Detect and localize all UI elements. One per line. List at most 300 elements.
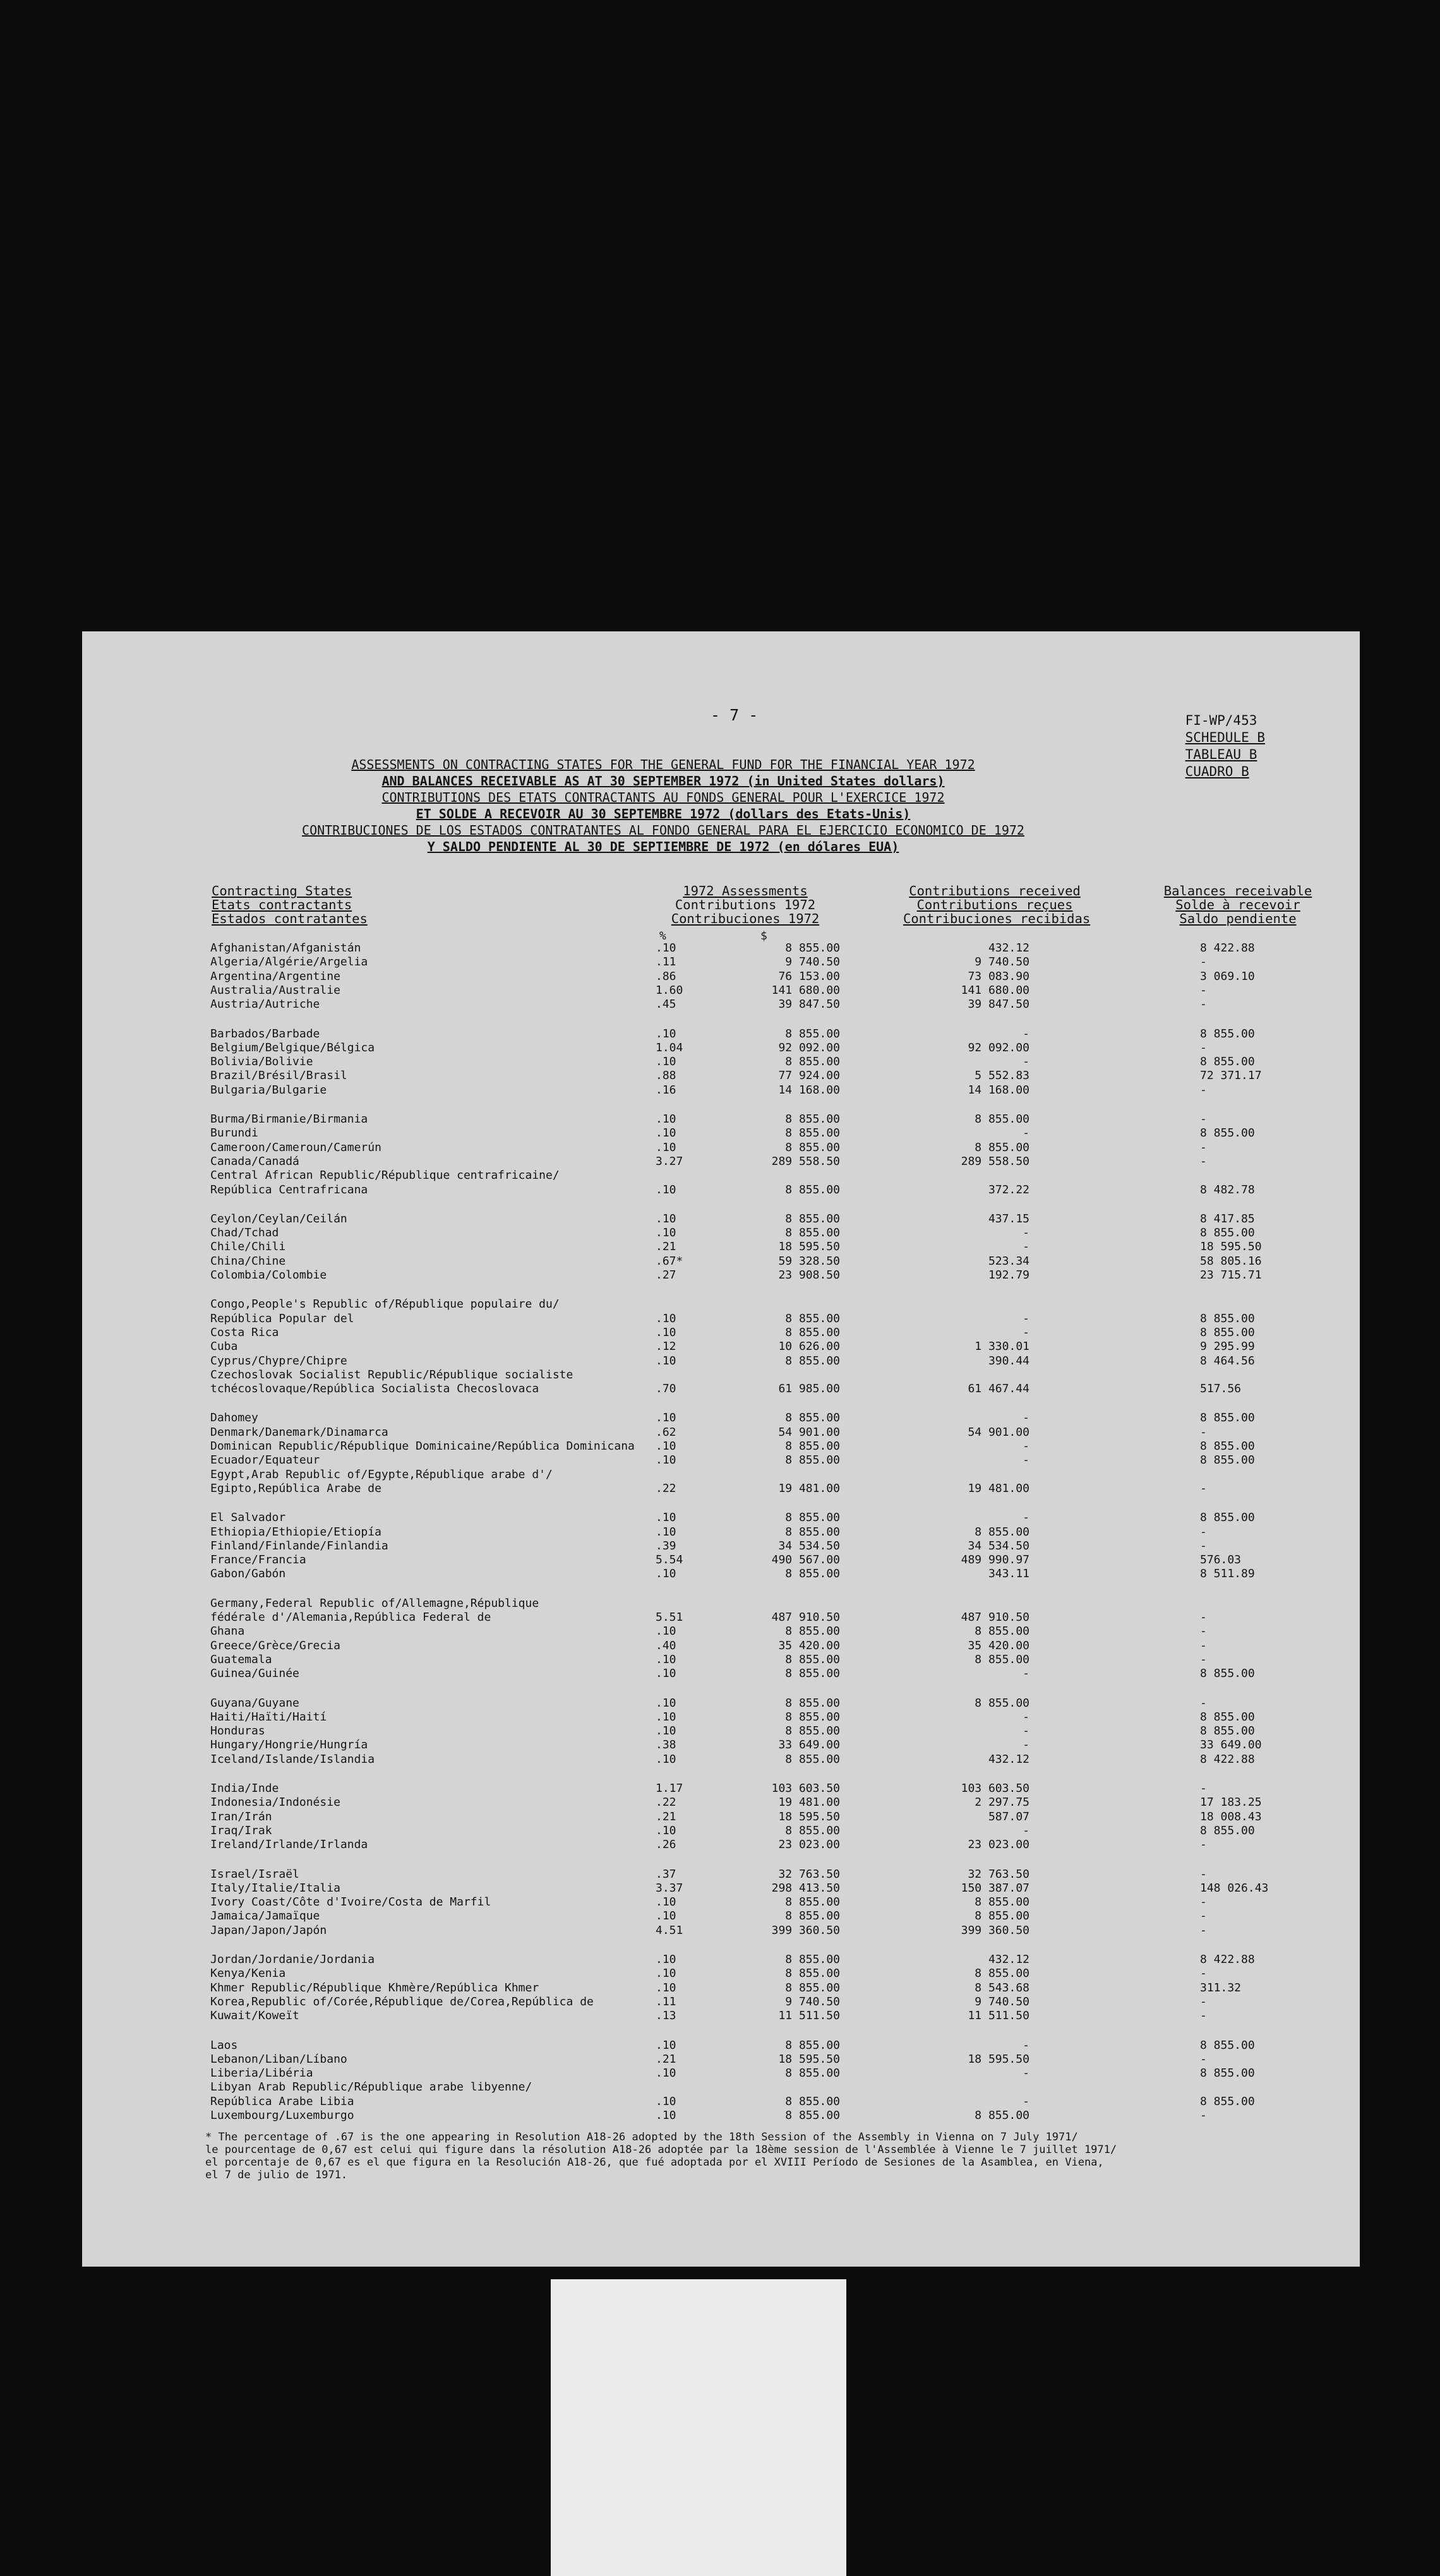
assessment-percent [632,2008,695,2023]
assessment-percent [632,1923,695,1938]
percent-value: .10 [656,1511,676,1525]
country-name: Burundi [210,1126,258,1140]
percent-value: 1.04 [656,1041,683,1054]
percent-value: 1.60 [656,983,683,997]
balance-receivable: - [1200,1625,1207,1638]
country-name: Egypt,Arab Republic of/Egypte,République arabe d'/ [210,1467,553,1481]
assessment-amount: 39 847.50 [778,998,840,1011]
contribution-received: 5 552.83 [975,1069,1029,1083]
assessment-percent [632,1410,695,1425]
table-row [82,1823,1360,1838]
contribution-received: 8 855.00 [975,2109,1029,2122]
table-row [82,1239,1360,1254]
country-name: Czechoslovak Socialist Republic/République socialiste [210,1368,573,1381]
percent-value: .10 [656,1112,676,1126]
table-row [82,2038,1360,2053]
balance-receivable: - [1200,1967,1207,1981]
percent-value: .27 [656,1268,676,1282]
assessment-amount: 8 855.00 [785,1511,840,1525]
balance-receivable: 8 855.00 [1200,1325,1255,1339]
contribution-received: 150 387.07 [961,1881,1029,1895]
contribution-received: - [1023,2094,1029,2108]
percent-value: .21 [656,1240,676,1254]
assessment-amount: 8 855.00 [785,1953,840,1966]
assessment-percent [632,1596,695,1611]
title-line: ASSESSMENTS ON CONTRACTING STATES FOR THE GENERAL FUND FOR THE FINANCIAL YEAR 1972 [351,757,975,772]
country-name: Australia/Australie [210,983,340,997]
assessment-percent [632,983,695,998]
percent-value: 5.54 [656,1553,683,1567]
country-name: Japan/Japon/Japón [210,1923,327,1937]
contribution-received: 103 603.50 [961,1782,1029,1795]
assessment-percent [632,1054,695,1069]
assessment-amount: 10 626.00 [778,1340,840,1354]
contribution-received: - [1023,1325,1029,1339]
percent-value: .10 [656,1567,676,1581]
percent-value: 4.51 [656,1923,683,1937]
header-line: Estados contratantes [212,911,368,926]
table-row [82,1054,1360,1069]
balance-receivable: 148 026.43 [1200,1881,1269,1895]
percent-value: .67* [656,1254,683,1268]
country-name: Khmer Republic/République Khmère/República Khmer [210,1981,539,1995]
reference-line: SCHEDULE B [1185,730,1265,745]
assessment-amount: 23 908.50 [778,1268,840,1282]
table-row [82,1966,1360,1981]
contribution-received: - [1023,1823,1029,1837]
assessment-percent [632,1354,695,1368]
assessment-percent [632,997,695,1011]
country-name: Central African Republic/République centrafricaine/ [210,1169,560,1183]
percent-value: .10 [656,1140,676,1154]
percent-value: .10 [656,941,676,955]
assessment-percent [632,1481,695,1496]
country-name: Brazil/Brésil/Brasil [210,1069,347,1083]
percent-value: .37 [656,1867,676,1881]
country-name: Iceland/Islande/Islandia [210,1752,375,1766]
table-row [82,1126,1360,1140]
country-name: El Salvador [210,1511,286,1525]
contribution-received: 192.79 [988,1268,1029,1282]
table-row [82,1297,1360,1311]
assessment-amount: 8 855.00 [785,1126,840,1140]
balance-receivable: 8 855.00 [1200,1667,1255,1681]
header-line: Contributions received [909,883,1081,898]
scan-paper-stub [551,2279,846,2576]
assessment-amount: 289 558.50 [771,1154,840,1168]
contribution-received: 8 855.00 [975,1112,1029,1126]
assessment-percent [632,1368,695,1382]
country-name: Hungary/Hongrie/Hungría [210,1738,368,1752]
balance-receivable: - [1200,1838,1207,1852]
country-name: Indonesia/Indonésie [210,1796,340,1810]
header-line: Contribuciones recibidas [903,911,1091,926]
assessment-amount: 11 511.50 [778,2009,840,2023]
assessment-percent [632,1710,695,1724]
contribution-received: 437.15 [988,1212,1029,1225]
contribution-received: - [1023,1511,1029,1525]
balance-receivable: - [1200,1112,1207,1126]
assessment-percent [632,1909,695,1923]
country-name: Cuba [210,1340,238,1354]
table-row [82,1596,1360,1611]
country-name: Cyprus/Chypre/Chipre [210,1354,347,1368]
header-line: Contributions reçues [916,897,1073,912]
balance-receivable: - [1200,1867,1207,1881]
percent-value: .10 [656,2066,676,2080]
country-name: France/Francia [210,1553,306,1567]
assessment-amount: 8 855.00 [785,1140,840,1154]
header-line: Contribuciones 1972 [671,911,820,926]
assessment-percent [632,1041,695,1055]
country-name: Algeria/Algérie/Argelia [210,955,368,969]
table-row [82,1539,1360,1553]
percent-value: .10 [656,1325,676,1339]
percent-value: .10 [656,1453,676,1467]
table-row [82,1425,1360,1440]
percent-value: 1.17 [656,1782,683,1795]
contribution-received: 141 680.00 [961,983,1029,997]
contribution-received: - [1023,1440,1029,1453]
balance-receivable: 18 008.43 [1200,1810,1262,1823]
document-page [82,631,1360,2267]
assessment-percent [632,1823,695,1838]
assessment-percent [632,1539,695,1553]
assessment-amount: 8 855.00 [785,1967,840,1981]
assessment-percent [632,2052,695,2066]
table-row [82,1566,1360,1581]
table-row [82,2066,1360,2080]
percent-value: .10 [656,1212,676,1225]
percent-value: 3.37 [656,1881,683,1895]
country-name: Greece/Grèce/Grecia [210,1638,340,1652]
contribution-received: 8 855.00 [975,1967,1029,1981]
title-line: AND BALANCES RECEIVABLE AS AT 30 SEPTEMBER 1972 (in United States dollars) [381,773,945,789]
assessment-amount: 8 855.00 [785,1724,840,1738]
balance-receivable: - [1200,1083,1207,1097]
contribution-received: - [1023,1126,1029,1140]
percent-value: .39 [656,1539,676,1553]
assessment-amount: 8 855.00 [785,1453,840,1467]
contribution-received: 32 763.50 [968,1867,1029,1881]
assessment-amount: 34 534.50 [778,1539,840,1553]
header-line: Contracting States [212,883,352,898]
assessment-amount: 59 328.50 [778,1254,840,1268]
table-row [82,983,1360,998]
table-row [82,1354,1360,1368]
percent-value: .40 [656,1638,676,1652]
country-name: Denmark/Danemark/Dinamarca [210,1425,388,1439]
contribution-received: 8 543.68 [975,1981,1029,1995]
header-line: Etats contractants [212,897,352,912]
balance-receivable: - [1200,1140,1207,1154]
column-header-assessments [663,884,827,926]
country-name: Ivory Coast/Côte d'Ivoire/Costa de Marfil [210,1895,491,1909]
table-row [82,1339,1360,1354]
assessment-amount: 54 901.00 [778,1425,840,1439]
balance-receivable: 8 855.00 [1200,1311,1255,1325]
country-name: Colombia/Colombie [210,1268,327,1282]
header-line: Solde à recevoir [1175,897,1300,912]
assessment-amount: 8 855.00 [785,1823,840,1837]
table-row [82,1867,1360,1881]
country-name: Egipto,República Arabe de [210,1481,381,1495]
assessment-amount: 8 855.00 [785,1183,840,1196]
assessment-amount: 8 855.00 [785,1567,840,1581]
country-name: Congo,People's Republic of/République populaire du/ [210,1297,560,1311]
table-row [82,1112,1360,1126]
country-name: China/Chine [210,1254,286,1268]
percent-value: .13 [656,2009,676,2023]
table-row [82,1183,1360,1197]
table-row [82,2094,1360,2109]
assessment-amount: 8 855.00 [785,1311,840,1325]
country-name: Germany,Federal Republic of/Allemagne,République [210,1596,539,1610]
assessment-amount: 8 855.00 [785,1895,840,1909]
assessment-amount: 9 740.50 [785,1995,840,2008]
column-header-balance [1156,884,1320,926]
percent-value: .10 [656,1667,676,1681]
balance-receivable: - [1200,1481,1207,1495]
percent-value: .10 [656,1710,676,1724]
assessment-amount: 18 595.50 [778,1240,840,1254]
balance-receivable: 3 069.10 [1200,969,1255,983]
assessment-percent [632,1837,695,1852]
table-row [82,2108,1360,2123]
percent-value: .10 [656,1625,676,1638]
assessment-percent [632,1566,695,1581]
country-name: Ecuador/Equateur [210,1453,320,1467]
assessment-amount: 8 855.00 [785,2094,840,2108]
table-row [82,1154,1360,1169]
assessment-amount: 9 740.50 [785,955,840,969]
reference-line: CUADRO B [1185,764,1249,779]
table-row [82,1311,1360,1326]
contribution-received: 1 330.01 [975,1340,1029,1354]
balance-receivable: 8 855.00 [1200,2066,1255,2080]
percent-value: .10 [656,1126,676,1140]
assessment-amount: 8 855.00 [785,1212,840,1225]
country-name: Costa Rica [210,1325,279,1339]
assessment-amount: 8 855.00 [785,1667,840,1681]
assessment-percent [632,1952,695,1967]
country-name: Italy/Italie/Italia [210,1881,340,1895]
country-name: Laos [210,2038,238,2052]
country-name: República Popular del [210,1311,354,1325]
country-name: India/Inde [210,1782,279,1795]
percent-value: .22 [656,1481,676,1495]
assessment-percent [632,1624,695,1638]
country-name: Iran/Irán [210,1810,272,1823]
percent-value: .62 [656,1425,676,1439]
percent-value: .38 [656,1738,676,1752]
table-row [82,1724,1360,1738]
assessment-percent [632,1610,695,1625]
country-name: Lebanon/Liban/Líbano [210,2052,347,2066]
percent-value: .11 [656,1995,676,2008]
table-row [82,2052,1360,2066]
balance-receivable: 33 649.00 [1200,1738,1262,1752]
country-name: Guatemala [210,1652,272,1666]
footnote-line: * The percentage of .67 is the one appearing in Resolution A18-26 adopted by the 18th Session of the Assembly in Vienna on 7 July 1971/ [205,2131,1078,2144]
percent-value: .10 [656,2038,676,2052]
country-name: Jamaica/Jamaïque [210,1909,320,1923]
country-name: Bulgaria/Bulgarie [210,1083,327,1097]
balance-receivable: 8 855.00 [1200,1823,1255,1837]
assessment-percent [632,1895,695,1909]
contribution-received: 487 910.50 [961,1611,1029,1624]
assessment-percent [632,1867,695,1881]
balance-receivable: - [1200,1696,1207,1710]
assessment-percent [632,1881,695,1895]
contribution-received: 399 360.50 [961,1923,1029,1937]
assessment-percent [632,2066,695,2080]
assessment-amount: 103 603.50 [771,1782,840,1795]
percent-value: .10 [656,2094,676,2108]
contribution-received: - [1023,1311,1029,1325]
table-row [82,1837,1360,1852]
header-line: 1972 Assessments [683,883,808,898]
balance-receivable: 8 855.00 [1200,1126,1255,1140]
table-row [82,1895,1360,1909]
assessment-amount: 35 420.00 [778,1638,840,1652]
country-name: Korea,Republic of/Corée,République de/Corea,República de [210,1995,594,2008]
percent-value: .16 [656,1083,676,1097]
percent-value: .86 [656,969,676,983]
assessment-amount: 8 855.00 [785,1752,840,1766]
percent-value: .45 [656,998,676,1011]
table-row [82,969,1360,984]
assessment-percent [632,1140,695,1155]
contribution-received: 2 297.75 [975,1796,1029,1810]
contribution-received: - [1023,1411,1029,1425]
assessment-amount: 298 413.50 [771,1881,840,1895]
percent-value: .12 [656,1340,676,1354]
dollar-unit: $ [760,929,767,943]
balance-receivable: 8 855.00 [1200,1055,1255,1069]
percent-value: .10 [656,1055,676,1069]
country-name: Libyan Arab Republic/République arabe libyenne/ [210,2080,532,2094]
assessment-amount: 18 595.50 [778,2052,840,2066]
assessment-percent [632,1781,695,1796]
balance-receivable: 8 464.56 [1200,1354,1255,1368]
balance-receivable: - [1200,1652,1207,1666]
assessment-amount: 8 855.00 [785,1981,840,1995]
assessment-amount: 141 680.00 [771,983,840,997]
assessment-percent [632,1425,695,1440]
assessment-amount: 76 153.00 [778,969,840,983]
assessment-percent [632,1724,695,1738]
balance-receivable: 17 183.25 [1200,1796,1262,1810]
balance-receivable: 23 715.71 [1200,1268,1262,1282]
contribution-received: - [1023,1055,1029,1069]
assessment-percent [632,1553,695,1567]
assessment-percent [632,1525,695,1539]
percent-unit: % [659,929,666,943]
table-row [82,1553,1360,1567]
percent-value: .10 [656,1027,676,1041]
table-row [82,1453,1360,1467]
balance-receivable: - [1200,2109,1207,2122]
document-title [82,756,1244,855]
balance-receivable: - [1200,1611,1207,1624]
country-name: Belgium/Belgique/Bélgica [210,1041,375,1054]
contribution-received: 9 740.50 [975,955,1029,969]
country-name: Canada/Canadá [210,1154,299,1168]
assessment-amount: 487 910.50 [771,1611,840,1624]
assessment-percent [632,1795,695,1810]
assessment-percent [632,1126,695,1140]
country-name: Argentina/Argentine [210,969,340,983]
contribution-received: 372.22 [988,1183,1029,1196]
percent-value: .10 [656,1909,676,1923]
contribution-received: 19 481.00 [968,1481,1029,1495]
table-row [82,1952,1360,1967]
country-name: Luxembourg/Luxemburgo [210,2109,354,2122]
column-header-received [903,883,1091,926]
assessment-amount: 399 360.50 [771,1923,840,1937]
table-row [82,941,1360,955]
table-row [82,1923,1360,1938]
country-name: Finland/Finlande/Finlandia [210,1539,388,1553]
assessment-percent [632,1453,695,1467]
percent-value: .10 [656,1752,676,1766]
assessment-percent [632,1966,695,1981]
assessment-amount: 8 855.00 [785,1027,840,1041]
assessment-percent [632,1339,695,1354]
country-name: Chad/Tchad [210,1226,279,1240]
balance-receivable: 311.32 [1200,1981,1242,1995]
percent-value: .10 [656,1525,676,1539]
percent-value: 3.27 [656,1154,683,1168]
assessment-amount: 8 855.00 [785,1625,840,1638]
country-name: Jordan/Jordanie/Jordania [210,1953,375,1966]
table-row [82,2008,1360,2023]
percent-value: .10 [656,1967,676,1981]
percent-value: .10 [656,1440,676,1453]
balance-receivable: 517.56 [1200,1382,1242,1396]
balance-receivable: - [1200,998,1207,1011]
table-row [82,955,1360,969]
assessment-amount: 8 855.00 [785,1325,840,1339]
reference-line: FI-WP/453 [1185,713,1257,728]
contribution-received: 343.11 [988,1567,1029,1581]
balance-receivable: 8 855.00 [1200,1710,1255,1724]
table-row [82,1041,1360,1055]
balance-receivable: 9 295.99 [1200,1340,1255,1354]
percent-value: .10 [656,1823,676,1837]
table-row [82,1325,1360,1340]
country-name: Dominican Republic/République Dominicaine/República Dominicana [210,1440,635,1453]
contribution-received: - [1023,1240,1029,1254]
assessment-percent [632,1168,695,1183]
balance-receivable: 8 422.88 [1200,1953,1255,1966]
table-row [82,1710,1360,1724]
contribution-received: - [1023,1710,1029,1724]
header-line: Contributions 1972 [675,897,816,912]
contribution-received: 390.44 [988,1354,1029,1368]
percent-value: .10 [656,1895,676,1909]
country-name: Dahomey [210,1411,258,1425]
assessment-percent [632,941,695,955]
table-row [82,1212,1360,1226]
table-row [82,1638,1360,1653]
country-name: Guyana/Guyane [210,1696,299,1710]
assessment-percent [632,2038,695,2053]
contribution-received: - [1023,1027,1029,1041]
table-row [82,1610,1360,1625]
balance-receivable: 18 595.50 [1200,1240,1262,1254]
